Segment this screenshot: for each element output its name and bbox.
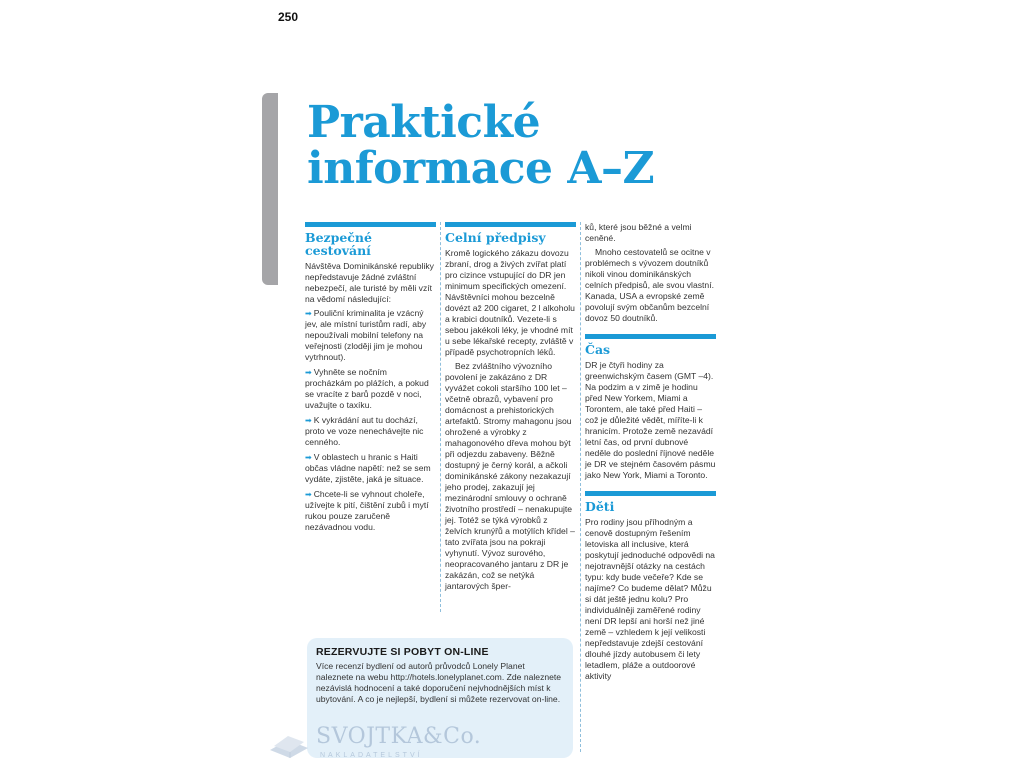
bullet-text: Vyhněte se nočním procházkám po plážích, a pokud se vracíte z barů pozdě v noci, uvažujte o taxíku. xyxy=(305,367,429,410)
kids-paragraph: Pro rodiny jsou příhodným a cenově dostupným řešením letoviska all inclusive, která poskytují jednoduché odpovědi na nejotravnější otázky na cestách typu: kdy bude večeře? Kde se najíme? Co budeme dělat? Můžu si dát ještě jednu kolu? Pro individuálněji zaměřené rodiny není DR lepší ani horší než jiné země – vzhledem k její velikosti nepředstavuje zdejší cestování dlouhé jízdy autobusem či lety letadlem, pláže a outdoorové aktivity xyxy=(585,517,715,681)
customs-continuation: ků, které jsou běžné a velmi ceněné. xyxy=(585,222,692,243)
page-title xyxy=(307,97,727,194)
bullet-item xyxy=(305,367,436,411)
bullet-item xyxy=(305,415,436,448)
title-line-1: Praktické xyxy=(307,97,541,148)
arrow-bullet-icon: ➡ xyxy=(305,453,312,462)
safety-intro: Návštěva Dominikánské republiky nepředstavuje žádné zvláštní nebezpečí, ale turisté by měli vzít na vědomí následující: xyxy=(305,261,434,304)
section-heading-safety: Bezpečné cestování xyxy=(305,230,372,258)
watermark-name: SVOJTKA&Co. xyxy=(316,724,482,749)
booking-box-text: Více recenzí bydlení od autorů průvodců Lonely Planet naleznete na webu http://hotels.lonelyplanet.com. Zde naleznete nezávislá hodnocení a také doporučení nejvhodnějších míst k ubytování. A co je nejlepší, bydlení si můžete rezervovat on-line. xyxy=(316,661,562,704)
section-heading-customs: Celní předpisy xyxy=(445,230,546,245)
title-line-2: informace A–Z xyxy=(307,143,655,194)
bullet-text: K vykrádání aut tu dochází, proto ve voze nenechávejte nic cenného. xyxy=(305,415,424,447)
watermark-subtitle: NAKLADATELSTVÍ xyxy=(320,752,423,759)
arrow-bullet-icon: ➡ xyxy=(305,368,312,377)
column-safety xyxy=(305,222,436,537)
page-number: 250 xyxy=(278,10,299,24)
column-time-kids xyxy=(585,222,716,685)
column-separator-2 xyxy=(580,222,581,752)
bullet-text: Chcete-li se vyhnout choleře, užívejte k pití, čištění zubů i mytí rukou pouze zaručeně nezávadnou vodu. xyxy=(305,489,429,532)
section-bar xyxy=(585,491,716,496)
column-customs xyxy=(445,222,576,592)
bullet-item xyxy=(305,452,436,485)
bullet-item xyxy=(305,308,436,363)
customs-cigars-paragraph: Mnoho cestovatelů se ocitne v problémech s vývozem doutníků nikoli vinou dominikánských celních předpisů, ale svou vlastní. Kanada, USA a evropské země povolují svým občanům bezcelní dovoz 50 doutníků. xyxy=(585,247,714,323)
section-bar xyxy=(305,222,436,227)
column-separator-1 xyxy=(440,222,441,612)
section-bar xyxy=(445,222,576,227)
customs-paragraph-2: Bez zvláštního vývozního povolení je zakázáno z DR vyvážet cokoli staršího 100 let – včetně obrazů, vybavení pro domácnost a prehistorických artefaktů. Stromy mahagonu jsou ohrožené a výrobky z mahagonového dřeva mohou být při odjezdu zabaveny. Běžně dostupný je černý korál, a ačkoli dominikánské zákony nezakazují jeho prodej, zakazují jej mezinárodní smlouvy o ochraně životního prostředí – nenakupujte jej. Totéž se týká výrobků z želvích krunýřů a motýlích křídel – tato zvířata jsou na pokraji vyhynutí. Vývoz surového, neopracovaného jantaru z DR je zakázán, což se netýká jantarových šper- xyxy=(445,361,575,591)
bullet-item xyxy=(305,489,436,533)
section-heading-kids: Děti xyxy=(585,499,615,514)
chapter-side-tab xyxy=(262,93,278,285)
bullet-text: V oblastech u hranic s Haiti občas vládne napětí: než se sem vydáte, zjistěte, jaká je situace. xyxy=(305,452,431,484)
arrow-bullet-icon: ➡ xyxy=(305,309,312,318)
section-heading-time: Čas xyxy=(585,342,611,357)
bullet-text: Pouliční kriminalita je vzácný jev, ale místní turistům radí, aby nepoužívali mobilní telefony na veřejnosti (zloději jim je mohou vytrhnout). xyxy=(305,308,427,362)
arrow-bullet-icon: ➡ xyxy=(305,416,312,425)
book-logo-icon xyxy=(268,728,310,760)
booking-box-title: REZERVUJTE SI POBYT ON-LINE xyxy=(316,646,489,658)
publisher-watermark xyxy=(268,722,482,768)
arrow-bullet-icon: ➡ xyxy=(305,490,312,499)
customs-paragraph-1: Kromě logického zákazu dovozu zbraní, drog a živých zvířat platí pro cizince vstupující do DR jen minimum specifických omezení. Návštěvníci mohou bezcelně dovézt až 200 cigaret, 2 l alkoholu a krabici doutníků. Vezete-li s sebou jakékoli léky, je vhodné mít u sebe lékařské recepty, zvláště v případě psychotropních léků. xyxy=(445,248,575,357)
time-paragraph: DR je čtyři hodiny za greenwichským časem (GMT –4). Na podzim a v zimě je hodinu před New Yorkem, Miami a Torontem, ale také před Haiti – což je důležité vědět, míříte-li k hranicím. Protože země nezavádí letní čas, od první dubnové neděle do poslední říjnové neděle je DR ve stejném časovém pásmu jako New York, Miami a Toronto. xyxy=(585,360,716,480)
section-bar xyxy=(585,334,716,339)
